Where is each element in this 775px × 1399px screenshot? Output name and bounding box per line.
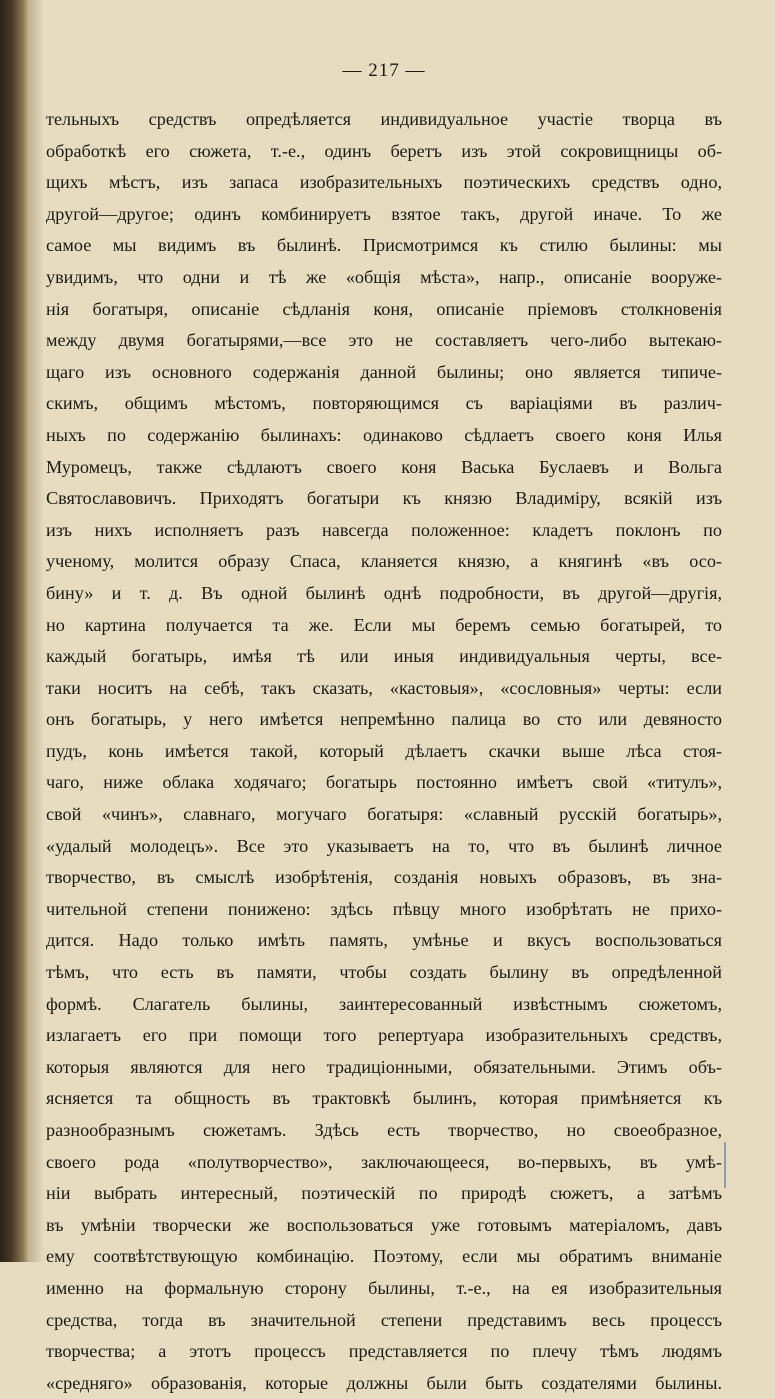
- text-line: обработкѣ его сюжета, т.-е., одинъ беретъ изъ этой сокровищницы об-: [46, 140, 722, 161]
- margin-pencil-mark: [724, 1142, 726, 1188]
- text-line: творчества; а этотъ процессъ представляется по плечу тѣмъ людямъ: [46, 1341, 722, 1362]
- text-line: Муромецъ, также сѣдлаютъ своего коня Васька Буслаевъ и Вольга: [46, 456, 722, 477]
- text-line: Святославовичъ. Приходятъ богатыри къ князю Владиміру, всякій изъ: [46, 488, 722, 509]
- text-line: въ умѣніи творчески же воспользоваться уже готовымъ матеріаломъ, давъ: [46, 1214, 722, 1235]
- text-line: онъ богатырь, у него имѣется непремѣнно палица во сто или девяносто: [46, 709, 722, 730]
- text-line: пудъ, конь имѣется такой, который дѣлаетъ скачки выше лѣса стоя-: [46, 740, 722, 761]
- text-line: между двумя богатырями,—все это не составляетъ чего-либо вытекаю-: [46, 330, 722, 351]
- text-line: ныхъ по содержанію былинахъ: одинаково сѣдлаетъ своего коня Илья: [46, 424, 722, 445]
- text-line: именно на формальную сторону былины, т.-е., на ея изобразительныя: [46, 1277, 722, 1298]
- text-line: «удалый молодецъ». Все это указываетъ на то, что въ былинѣ личное: [46, 835, 722, 856]
- body-text: [46, 104, 722, 1399]
- text-line: формѣ. Слагатель былины, заинтересованный извѣстнымъ сюжетомъ,: [46, 993, 722, 1014]
- text-line: которыя являются для него традиціонными, обязательными. Этимъ объ-: [46, 1056, 722, 1077]
- text-line: нія богатыря, описаніе сѣдланія коня, описаніе пріемовъ столкновенія: [46, 298, 722, 319]
- text-line: щихъ мѣстъ, изъ запаса изобразительныхъ поэтическихъ средствъ одно,: [46, 172, 722, 193]
- text-line: изъ нихъ исполняетъ разъ навсегда положенное: кладетъ поклонъ по: [46, 519, 722, 540]
- text-line: творчество, въ смыслѣ изобрѣтенія, созданія новыхъ образовъ, въ зна-: [46, 867, 722, 888]
- text-line: бину» и т. д. Въ одной былинѣ однѣ подробности, въ другой—другія,: [46, 582, 722, 603]
- text-line: ученому, молится образу Спаса, кланяется князю, а княгинѣ «въ осо-: [46, 551, 722, 572]
- text-line: чительной степени понижено: здѣсь пѣвцу много изобрѣтать не прихо-: [46, 898, 722, 919]
- text-line: каждый богатырь, имѣя тѣ или иныя индивидуальныя черты, все-: [46, 646, 722, 667]
- page-gutter: [30, 0, 44, 1262]
- text-line: самое мы видимъ въ былинѣ. Присмотримся къ стилю былины: мы: [46, 235, 722, 256]
- text-line: тельныхъ средствъ опредѣляется индивидуальное участіе творца въ: [46, 109, 722, 129]
- text-line: другой—другое; одинъ комбинируетъ взятое такъ, другой иначе. То же: [46, 203, 722, 224]
- text-line: щаго изъ основного содержанія данной былины; оно является типиче-: [46, 361, 722, 382]
- text-line: излагаетъ его при помощи того репертуара изобразительныхъ средствъ,: [46, 1025, 722, 1046]
- text-line: скимъ, общимъ мѣстомъ, повторяющимся съ варіаціями въ различ-: [46, 393, 722, 414]
- text-line: чаго, ниже облака ходячаго; богатырь постоянно имѣетъ свой «титулъ»,: [46, 772, 722, 793]
- text-line: свой «чинъ», славнаго, могучаго богатыря: «славный русскій богатырь»,: [46, 804, 722, 825]
- text-line: средства, тогда въ значительной степени представимъ весь процессъ: [46, 1309, 722, 1330]
- text-line: ему соотвѣтствующую комбинацію. Поэтому, если мы обратимъ вниманіе: [46, 1246, 722, 1267]
- text-line: увидимъ, что одни и тѣ же «общія мѣста», напр., описаніе вооруже-: [46, 266, 722, 287]
- text-line: тѣмъ, что есть въ памяти, чтобы создать былину въ опредѣленной: [46, 962, 722, 983]
- page-number: — 217 —: [342, 60, 426, 81]
- text-line: своего рода «полутворчество», заключающееся, во-первыхъ, въ умѣ-: [46, 1151, 722, 1172]
- text-line: «средняго» образованія, которые должны были быть создателями былины.: [46, 1372, 722, 1393]
- text-line: таки носитъ на себѣ, такъ сказать, «кастовыя», «сословныя» черты: если: [46, 677, 722, 698]
- text-line: ніи выбрать интересный, поэтическій по природѣ сюжетъ, а затѣмъ: [46, 1183, 722, 1204]
- text-line: разнообразнымъ сюжетамъ. Здѣсь есть творчество, но своеобразное,: [46, 1120, 722, 1140]
- text-line: ясняется та общность въ трактовкѣ былинъ, которая примѣняется къ: [46, 1088, 722, 1109]
- text-line: но картина получается та же. Если мы беремъ семью богатырей, то: [46, 614, 722, 635]
- book-page: [46, 0, 722, 1393]
- text-line: дится. Надо только имѣть память, умѣнье и вкусъ воспользоваться: [46, 930, 722, 951]
- book-spine-shadow: [0, 0, 30, 1262]
